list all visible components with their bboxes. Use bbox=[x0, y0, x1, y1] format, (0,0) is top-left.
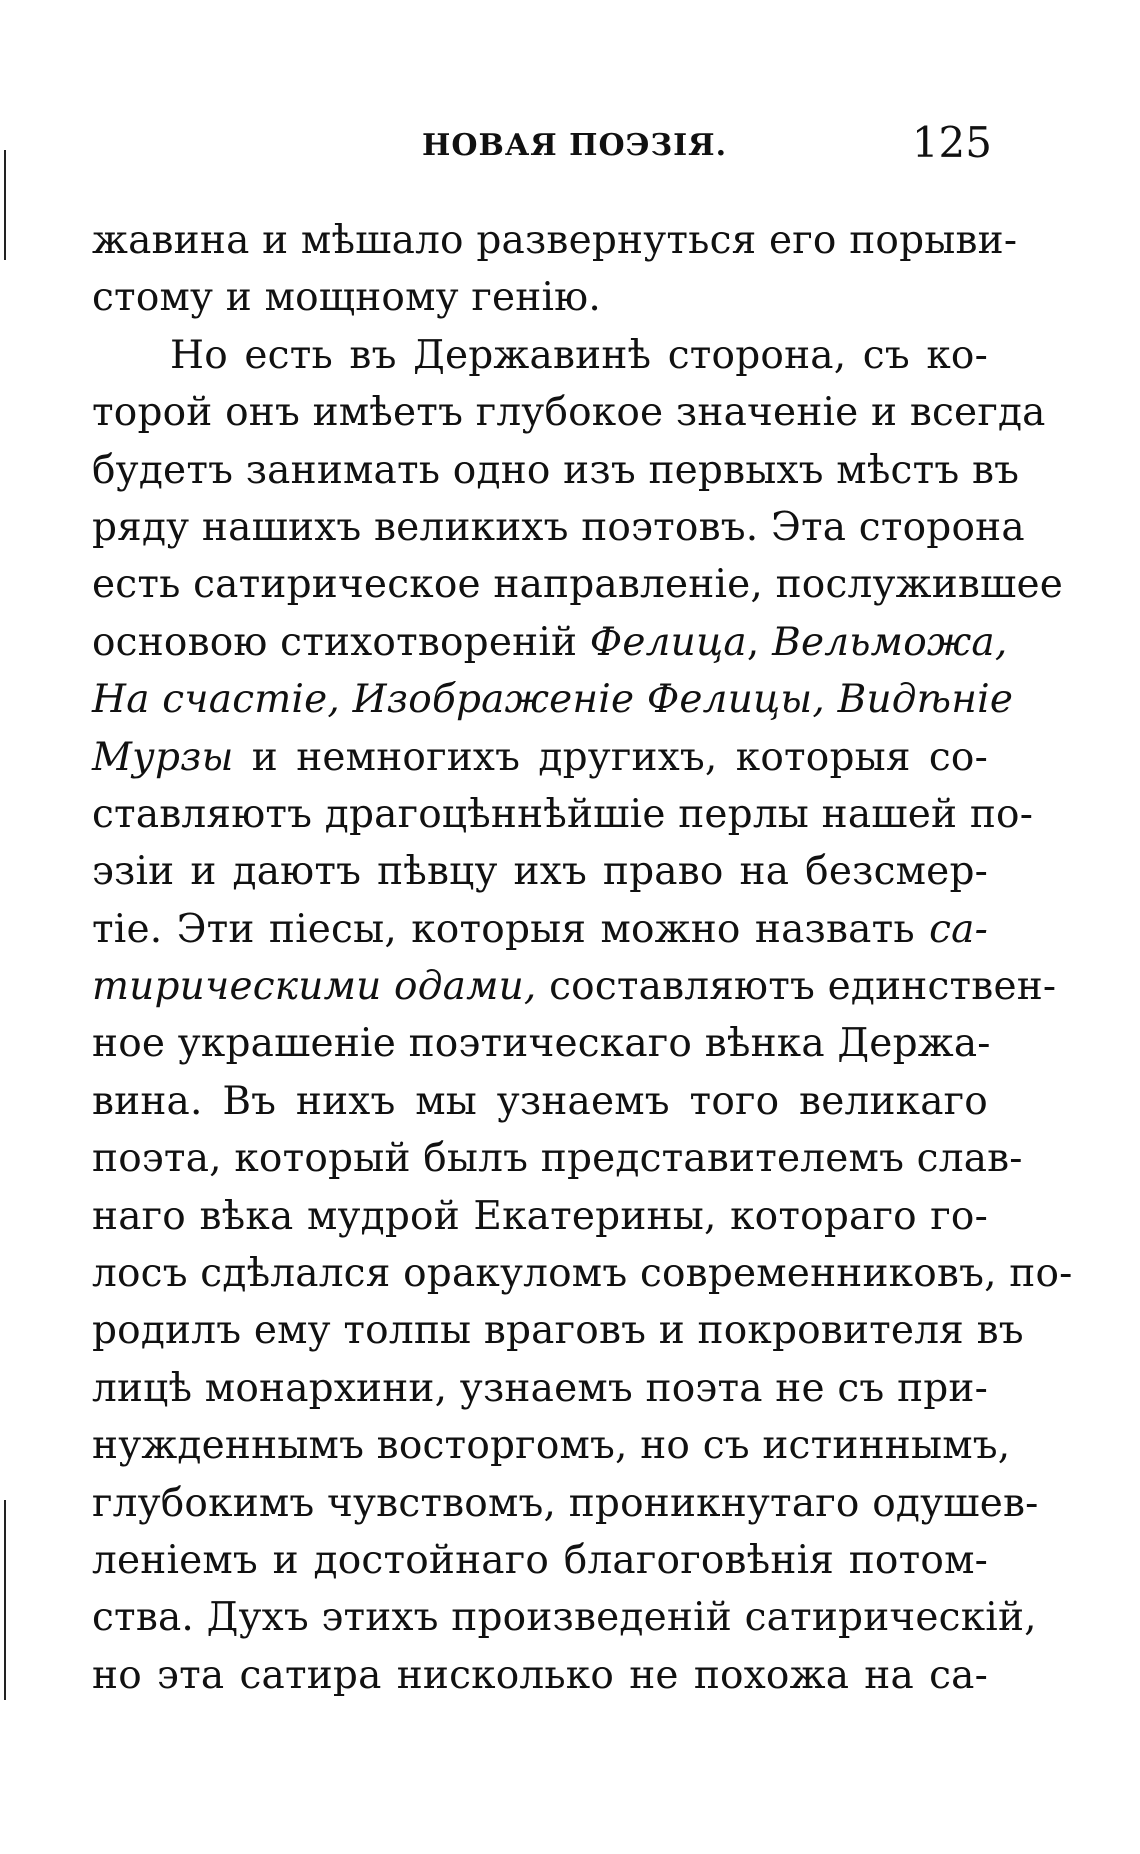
text-run: но эта сатира нисколько не похожа на са- bbox=[92, 1652, 988, 1698]
text-run: тіе. Эти піесы, которыя можно назвать bbox=[92, 906, 930, 952]
text-run: основою стихотвореній bbox=[92, 619, 590, 665]
text-line bbox=[92, 269, 988, 326]
text-line bbox=[92, 614, 1008, 671]
text-run: , bbox=[746, 619, 773, 665]
text-line bbox=[92, 1475, 1039, 1532]
text-run: есть сатирическое направленіе, послужившее bbox=[92, 562, 1064, 608]
page-header bbox=[92, 118, 992, 178]
text-line bbox=[92, 729, 988, 786]
text-line bbox=[92, 442, 1020, 499]
text-run: глубокимъ чувствомъ, проникнутаго одушев- bbox=[92, 1480, 1039, 1526]
scan-margin-mark bbox=[4, 1500, 6, 1700]
text-line bbox=[92, 1073, 988, 1130]
italic-title-text: тирическими одами, bbox=[92, 964, 537, 1010]
text-line bbox=[92, 327, 988, 384]
text-line bbox=[92, 1188, 988, 1245]
text-line bbox=[92, 1589, 1037, 1646]
running-head: НОВАЯ ПОЭЗІЯ. bbox=[422, 128, 728, 163]
text-line bbox=[92, 1532, 988, 1589]
text-line bbox=[92, 843, 988, 900]
text-run: и немногихъ другихъ, которыя со- bbox=[233, 734, 988, 780]
text-run: торой онъ имѣетъ глубокое значеніе и всегда bbox=[92, 390, 1046, 436]
text-run: ставляютъ драгоцѣннѣйшіе перлы нашей по- bbox=[92, 791, 1034, 837]
text-line bbox=[92, 1360, 988, 1417]
text-line bbox=[92, 499, 1025, 556]
text-line bbox=[92, 556, 1064, 613]
italic-title-text: Вельможа, bbox=[772, 619, 1008, 665]
text-line bbox=[92, 384, 1046, 441]
text-run: стому и мощному генію. bbox=[92, 275, 601, 321]
text-line bbox=[92, 786, 1034, 843]
text-line bbox=[92, 1417, 1011, 1474]
text-run: эзіи и даютъ пѣвцу ихъ право на безсмер- bbox=[92, 849, 988, 895]
italic-title-text: Мурзы bbox=[92, 734, 234, 780]
italic-title-text: Фелица bbox=[589, 619, 747, 665]
italic-title-text: На счастіе, Изображеніе Фелицы, Видѣніе bbox=[92, 677, 1014, 723]
text-run: Но есть въ Державинѣ сторона, съ ко- bbox=[170, 332, 988, 378]
text-line bbox=[92, 1647, 988, 1704]
text-line bbox=[92, 1245, 1073, 1302]
text-line bbox=[92, 901, 988, 958]
text-run: родилъ ему толпы враговъ и покровителя въ bbox=[92, 1308, 1024, 1354]
scan-margin-mark bbox=[4, 150, 6, 260]
text-line bbox=[92, 1015, 991, 1072]
text-run: жавина и мѣшало развернуться его порыви- bbox=[92, 218, 1018, 263]
text-line bbox=[92, 958, 1057, 1015]
italic-title-text: са- bbox=[929, 906, 988, 952]
text-run: лицѣ монархини, узнаемъ поэта не съ при- bbox=[92, 1365, 988, 1411]
text-run: ства. Духъ этихъ произведеній сатирическій, bbox=[92, 1595, 1037, 1641]
text-line bbox=[92, 671, 1014, 728]
text-run: составляютъ единствен- bbox=[536, 964, 1057, 1010]
text-run: ряду нашихъ великихъ поэтовъ. Эта сторона bbox=[92, 504, 1025, 550]
page-number: 125 bbox=[911, 118, 992, 167]
text-line bbox=[92, 1302, 1024, 1359]
text-run: вина. Въ нихъ мы узнаемъ того великаго bbox=[92, 1078, 988, 1124]
text-run: поэта, который былъ представителемъ слав- bbox=[92, 1136, 1023, 1182]
text-run: ное украшеніе поэтическаго вѣнка Держа- bbox=[92, 1021, 991, 1067]
text-run: нужденнымъ восторгомъ, но съ истиннымъ, bbox=[92, 1423, 1011, 1469]
text-line bbox=[92, 212, 1018, 269]
text-line bbox=[92, 1130, 1023, 1187]
text-run: леніемъ и достойнаго благоговѣнія потом- bbox=[92, 1537, 988, 1583]
text-run: наго вѣка мудрой Екатерины, котораго го- bbox=[92, 1193, 988, 1239]
text-run: лосъ сдѣлался оракуломъ современниковъ, по- bbox=[92, 1251, 1073, 1297]
text-run: будетъ занимать одно изъ первыхъ мѣстъ въ bbox=[92, 447, 1020, 493]
body-text bbox=[92, 212, 1073, 1704]
